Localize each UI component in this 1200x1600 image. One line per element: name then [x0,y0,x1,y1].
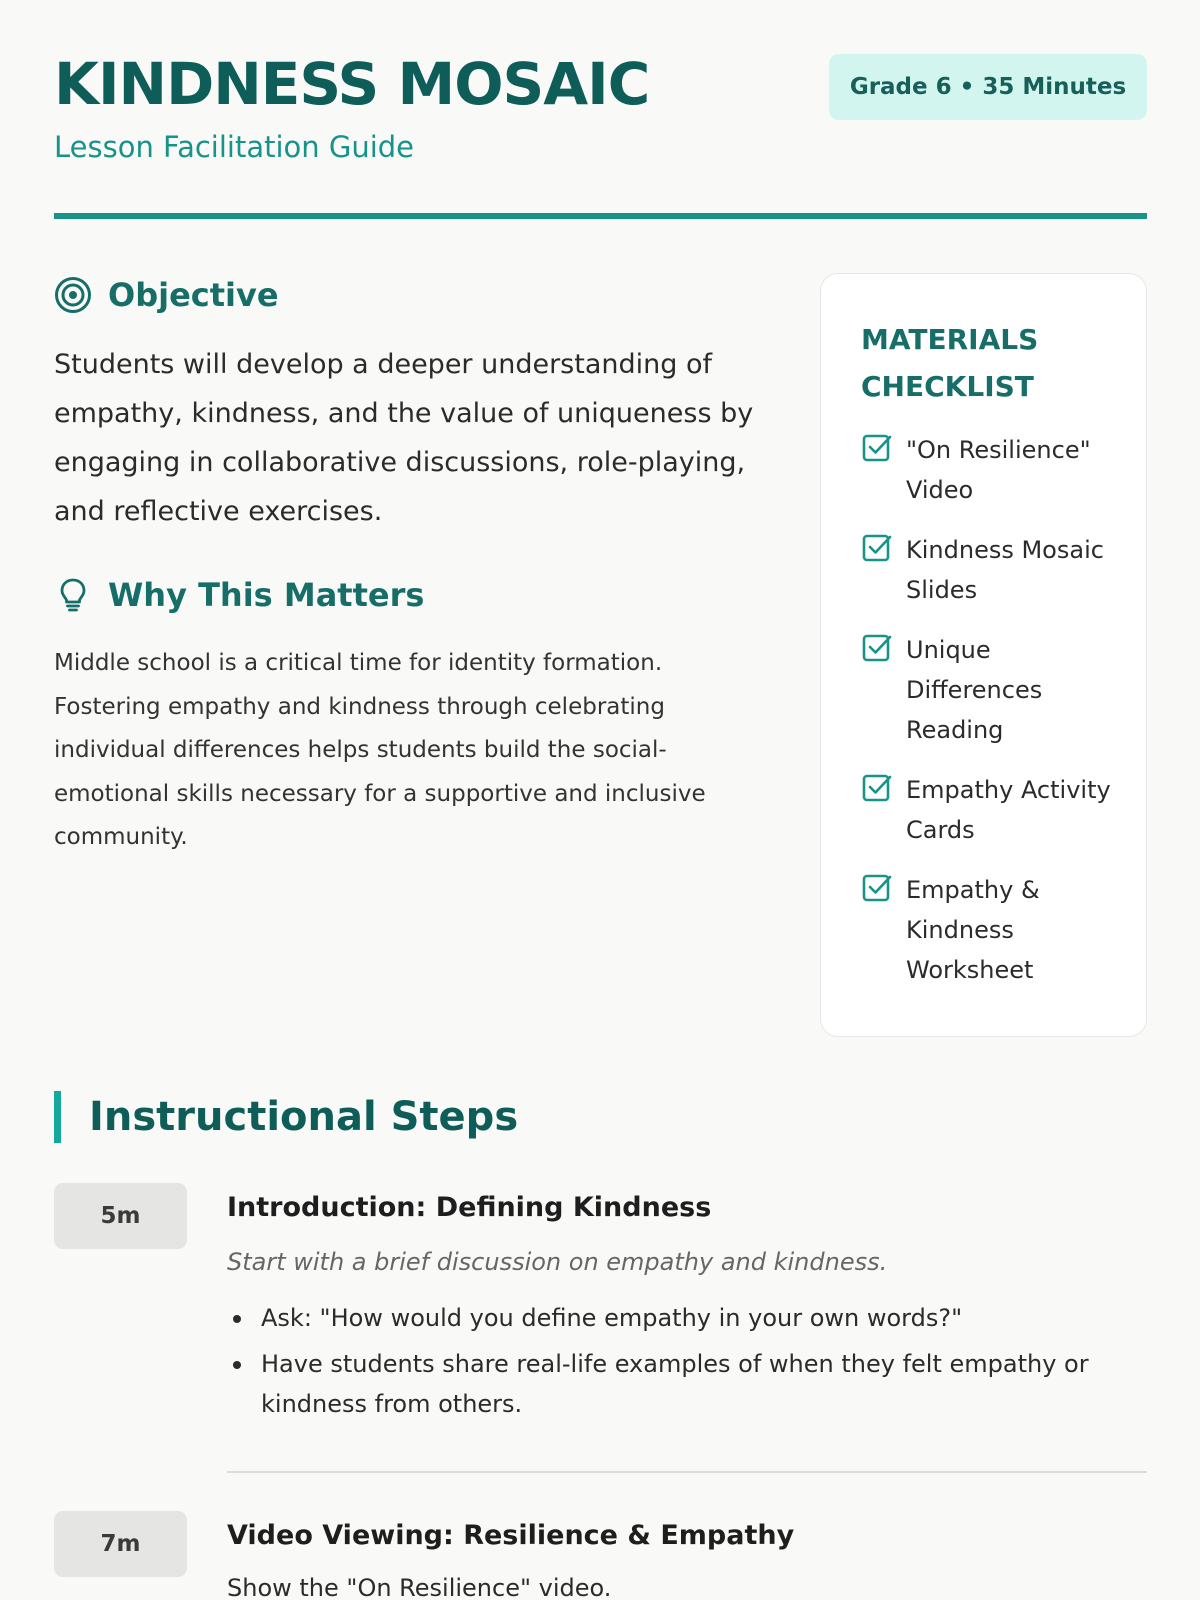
lightbulb-icon [54,576,92,614]
materials-checklist-card [820,273,1147,1037]
why-heading-label: Why This Matters [108,576,425,614]
checkbox-icon [861,772,893,804]
lesson-guide-page [54,0,1147,1600]
step-bullet: Have students share real-life examples of when they felt empathy or kindness from others. [227,1344,1147,1424]
material-item[interactable] [861,630,1131,750]
material-label: Empathy Activity Cards [906,776,1111,844]
step-intro: Show the "On Resilience" video. [227,1574,612,1600]
checkbox-icon [861,532,893,564]
material-label: Kindness Mosaic Slides [906,536,1104,604]
step-duration-badge: 7m [54,1511,187,1577]
step-bullets [227,1298,1147,1424]
why-text: Middle school is a critical time for identity formation. Fostering empathy and kindness through celebrating individual differences helps students build the social-emotional skills necessary for a supportive and inclusive community. [54,650,706,850]
material-item[interactable] [861,870,1131,990]
step-content [227,1511,1147,1600]
target-icon [54,276,92,314]
materials-checklist-title: MATERIALS CHECKLIST [861,323,1039,403]
material-label: Empathy & Kindness Worksheet [906,876,1040,984]
grade-duration-badge: Grade 6 • 35 Minutes [829,54,1147,120]
step-divider [227,1471,1147,1473]
header-divider [54,213,1147,219]
page-subtitle: Lesson Facilitation Guide [54,130,415,164]
material-label: Unique Differences Reading [906,636,1043,744]
step-bullet: Ask: "How would you define empathy in your own words?" [227,1298,1147,1338]
material-item[interactable] [861,770,1131,850]
objective-heading [54,276,279,314]
objective-heading-label: Objective [108,276,279,314]
checkbox-icon [861,632,893,664]
step-content [227,1183,1147,1430]
checkbox-icon [861,432,893,464]
step-duration-badge: 5m [54,1183,187,1249]
step-title: Introduction: Defining Kindness [227,1192,712,1223]
checkbox-icon [861,872,893,904]
page-title: KINDNESS MOSAIC [54,50,650,118]
step-intro: Start with a brief discussion on empathy and kindness. [227,1248,888,1276]
step-title: Video Viewing: Resilience & Empathy [227,1520,795,1551]
objective-text: Students will develop a deeper understanding of empathy, kindness, and the value of uniqueness by engaging in collaborative discussions, role-playing, and reflective exercises. [54,349,754,527]
material-label: "On Resilience" Video [906,436,1091,504]
materials-list [861,430,1131,1010]
material-item[interactable] [861,530,1131,610]
why-heading [54,576,424,614]
instructional-steps-heading: Instructional Steps [54,1091,518,1143]
material-item[interactable] [861,430,1131,510]
